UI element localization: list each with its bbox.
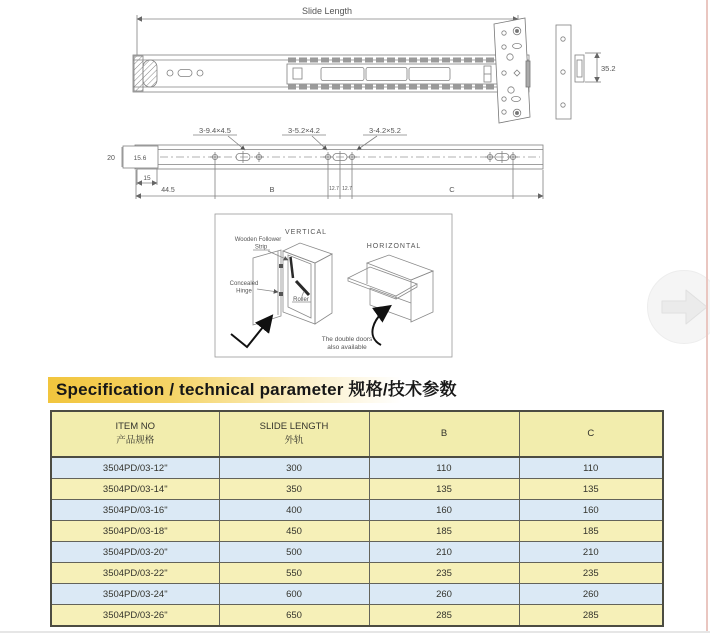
- table-row: 3504PD/03-20" 500 210 210: [51, 542, 663, 563]
- dim-inner-height: 15.6: [133, 155, 147, 162]
- hole-spec-1: 3-9.4×4.5: [199, 126, 231, 135]
- page-title: Specification / technical parameter 规格/技术参数: [56, 380, 457, 399]
- dim-section-height: 35.2: [601, 64, 616, 73]
- table-row: 3504PD/03-18" 450 185 185: [51, 521, 663, 542]
- header-slide-length: SLIDE LENGTH 外轨: [219, 411, 369, 457]
- side-plate-section: [556, 25, 616, 119]
- table-row: 3504PD/03-26" 650 285 285: [51, 605, 663, 627]
- table-header-row: [51, 411, 663, 457]
- header-item-no: ITEM NO 产品规格: [51, 411, 219, 457]
- rail-roller-knob: [143, 60, 157, 87]
- table-row: 3504PD/03-16" 400 160 160: [51, 500, 663, 521]
- double-doors-note-line1: The double doors: [321, 336, 373, 343]
- dim-pitch-right: 12.7: [342, 186, 352, 192]
- mounting-diagram: [215, 214, 452, 357]
- header-b: B: [369, 411, 519, 457]
- right-arrow-icon: [648, 271, 710, 343]
- vertical-label: VERTICAL: [284, 229, 328, 236]
- wooden-follower-label-line1: Wooden Follower: [234, 237, 282, 243]
- concealed-hinge-label-line2: Hinge: [236, 288, 252, 295]
- table-row: 3504PD/03-14" 350 135 135: [51, 479, 663, 500]
- dim-lip: 15: [143, 175, 151, 182]
- top-view-drawing: [133, 6, 616, 123]
- header-c: C: [519, 411, 663, 457]
- rear-bracket: [494, 18, 530, 123]
- section-heading: [0, 376, 710, 404]
- dim-front-offset: 44.5: [161, 187, 175, 194]
- wooden-follower-label-line2: Strip: [254, 244, 268, 251]
- next-arrow-button[interactable]: [647, 270, 710, 344]
- dim-span-c: C: [449, 185, 455, 194]
- table-row: 3504PD/03-22" 550 235 235: [51, 563, 663, 584]
- specification-table: [50, 410, 664, 627]
- table-row: 3504PD/03-12" 300 110 110: [51, 457, 663, 479]
- dim-pitch-left: 12.7: [329, 186, 339, 192]
- roller-label: Roller: [293, 297, 309, 303]
- hole-spec-2: 3-5.2×4.2: [288, 126, 320, 135]
- horizontal-label: HORIZONTAL: [366, 243, 422, 250]
- dim-rail-height: 20: [107, 155, 115, 162]
- table-row: 3504PD/03-24" 600 260 260: [51, 584, 663, 605]
- dim-span-b: B: [269, 185, 275, 194]
- dim-slide-length-label: Slide Length: [301, 6, 353, 16]
- concealed-hinge-label-line1: Concealed: [229, 281, 259, 287]
- double-doors-note-line2: also available: [327, 344, 367, 351]
- profile-view-drawing: [107, 126, 543, 199]
- rail-end-cap: [134, 56, 143, 91]
- hole-spec-3: 3-4.2×5.2: [369, 126, 401, 135]
- page-edge-rule: [706, 0, 708, 633]
